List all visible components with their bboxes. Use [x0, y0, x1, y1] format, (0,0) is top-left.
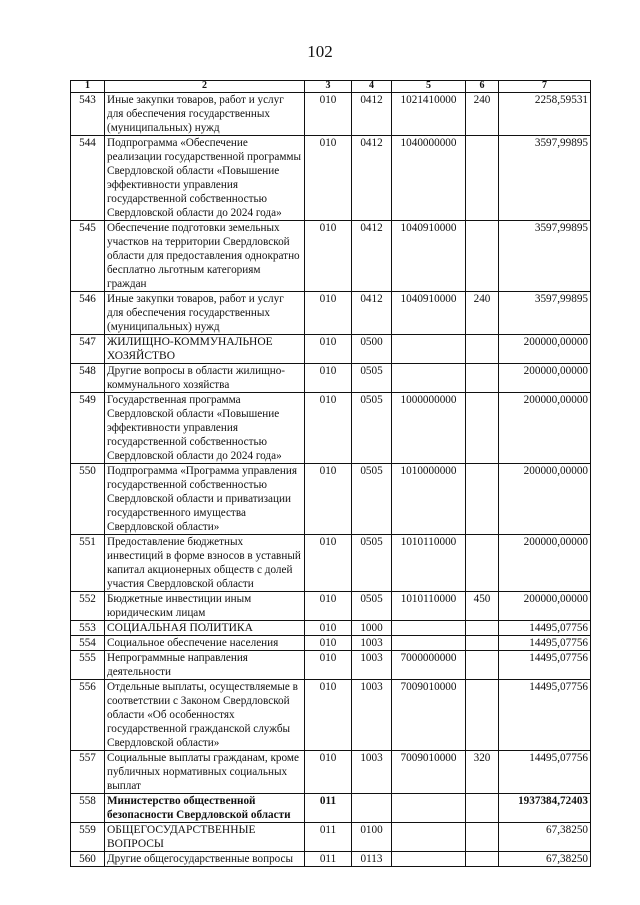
table-row — [71, 393, 591, 464]
row-code-ministry: 010 — [305, 751, 352, 794]
row-name: Иные закупки товаров, работ и услуг для обеспечения государственных (муниципальных) нужд — [105, 292, 305, 335]
row-code-ministry: 010 — [305, 292, 352, 335]
header-col-7: 7 — [499, 81, 591, 93]
header-row — [71, 81, 591, 93]
row-code-target: 7009010000 — [392, 751, 466, 794]
row-name: Иные закупки товаров, работ и услуг для обеспечения государственных (муниципальных) нужд — [105, 93, 305, 136]
table-row — [71, 823, 591, 852]
row-amount: 14495,07756 — [499, 636, 591, 651]
row-name: Отдельные выплаты, осуществляемые в соответствии с Законом Свердловской области «Об особенностях государственной гражданской службы Свердловской области» — [105, 680, 305, 751]
row-code-section: 0500 — [352, 335, 392, 364]
row-code-section — [352, 794, 392, 823]
row-code-section: 1003 — [352, 651, 392, 680]
row-code-target — [392, 364, 466, 393]
table-row — [71, 292, 591, 335]
row-name: Обеспечение подготовки земельных участков на территории Свердловской области для предоставления однократно бесплатно льготным категориям граждан — [105, 221, 305, 292]
row-number: 547 — [71, 335, 105, 364]
row-amount: 200000,00000 — [499, 364, 591, 393]
row-number: 554 — [71, 636, 105, 651]
row-code-expense — [466, 535, 499, 592]
row-code-ministry: 011 — [305, 823, 352, 852]
row-amount: 14495,07756 — [499, 751, 591, 794]
table-row — [71, 621, 591, 636]
table-row — [71, 364, 591, 393]
row-code-expense — [466, 136, 499, 221]
row-code-expense — [466, 221, 499, 292]
row-code-target — [392, 852, 466, 867]
row-name: Социальное обеспечение населения — [105, 636, 305, 651]
row-code-target — [392, 823, 466, 852]
row-code-section: 0412 — [352, 136, 392, 221]
row-number: 548 — [71, 364, 105, 393]
row-name: Министерство общественной безопасности Свердловской области — [105, 794, 305, 823]
row-code-ministry: 010 — [305, 535, 352, 592]
row-code-target: 1010110000 — [392, 592, 466, 621]
row-amount: 14495,07756 — [499, 621, 591, 636]
row-code-section: 0505 — [352, 464, 392, 535]
row-code-ministry: 010 — [305, 221, 352, 292]
row-code-ministry: 010 — [305, 393, 352, 464]
row-amount: 1937384,72403 — [499, 794, 591, 823]
table-row — [71, 464, 591, 535]
row-code-section: 0505 — [352, 393, 392, 464]
budget-table — [70, 80, 591, 867]
row-amount: 67,38250 — [499, 852, 591, 867]
row-number: 559 — [71, 823, 105, 852]
row-number: 556 — [71, 680, 105, 751]
row-code-ministry: 010 — [305, 592, 352, 621]
row-amount: 14495,07756 — [499, 680, 591, 751]
header-col-5: 5 — [392, 81, 466, 93]
row-name: Подпрограмма «Обеспечение реализации государственной программы Свердловской области «Повышение эффективности управления государственной собственностью Свердловской области до 2024 года» — [105, 136, 305, 221]
row-name: Другие вопросы в области жилищно-коммунального хозяйства — [105, 364, 305, 393]
row-code-expense: 240 — [466, 292, 499, 335]
row-amount: 3597,99895 — [499, 292, 591, 335]
row-code-section: 0505 — [352, 364, 392, 393]
row-name: Подпрограмма «Программа управления государственной собственностью Свердловской области и приватизации государственного имущества Свердловской области» — [105, 464, 305, 535]
row-amount: 200000,00000 — [499, 335, 591, 364]
row-number: 552 — [71, 592, 105, 621]
row-code-target: 7009010000 — [392, 680, 466, 751]
row-code-section: 1000 — [352, 621, 392, 636]
row-number: 557 — [71, 751, 105, 794]
row-code-section: 0412 — [352, 221, 392, 292]
header-col-6: 6 — [466, 81, 499, 93]
row-amount: 3597,99895 — [499, 221, 591, 292]
table-row — [71, 636, 591, 651]
row-amount: 14495,07756 — [499, 651, 591, 680]
row-amount: 2258,59531 — [499, 93, 591, 136]
row-code-ministry: 010 — [305, 680, 352, 751]
row-code-section: 0412 — [352, 292, 392, 335]
row-code-target: 1021410000 — [392, 93, 466, 136]
row-code-expense — [466, 393, 499, 464]
row-code-target: 1040910000 — [392, 221, 466, 292]
row-code-target: 1010110000 — [392, 535, 466, 592]
table-row — [71, 794, 591, 823]
header-col-1: 1 — [71, 81, 105, 93]
row-amount: 3597,99895 — [499, 136, 591, 221]
row-code-expense — [466, 680, 499, 751]
row-code-expense — [466, 464, 499, 535]
row-number: 555 — [71, 651, 105, 680]
table-row — [71, 335, 591, 364]
row-code-target: 7000000000 — [392, 651, 466, 680]
row-code-section: 1003 — [352, 751, 392, 794]
row-number: 560 — [71, 852, 105, 867]
header-col-3: 3 — [305, 81, 352, 93]
row-code-expense — [466, 651, 499, 680]
row-code-expense — [466, 621, 499, 636]
row-code-section: 0412 — [352, 93, 392, 136]
row-code-expense: 450 — [466, 592, 499, 621]
row-code-ministry: 010 — [305, 335, 352, 364]
row-code-section: 0505 — [352, 535, 392, 592]
row-number: 549 — [71, 393, 105, 464]
row-number: 544 — [71, 136, 105, 221]
row-code-section: 0100 — [352, 823, 392, 852]
row-code-section: 1003 — [352, 636, 392, 651]
row-code-target — [392, 794, 466, 823]
table-row — [71, 535, 591, 592]
table-row — [71, 592, 591, 621]
row-code-target: 1000000000 — [392, 393, 466, 464]
row-name: Социальные выплаты гражданам, кроме публичных нормативных социальных выплат — [105, 751, 305, 794]
row-amount: 200000,00000 — [499, 464, 591, 535]
row-code-target: 1040000000 — [392, 136, 466, 221]
row-code-target: 1040910000 — [392, 292, 466, 335]
row-code-target — [392, 621, 466, 636]
row-code-target: 1010000000 — [392, 464, 466, 535]
row-number: 553 — [71, 621, 105, 636]
row-code-ministry: 010 — [305, 364, 352, 393]
row-number: 546 — [71, 292, 105, 335]
row-code-target — [392, 335, 466, 364]
row-code-expense — [466, 823, 499, 852]
row-code-ministry: 010 — [305, 636, 352, 651]
row-name: СОЦИАЛЬНАЯ ПОЛИТИКА — [105, 621, 305, 636]
row-code-ministry: 010 — [305, 464, 352, 535]
row-code-ministry: 011 — [305, 794, 352, 823]
row-code-ministry: 010 — [305, 136, 352, 221]
row-amount: 200000,00000 — [499, 592, 591, 621]
row-code-section: 0505 — [352, 592, 392, 621]
row-number: 558 — [71, 794, 105, 823]
row-name: ОБЩЕГОСУДАРСТВЕННЫЕ ВОПРОСЫ — [105, 823, 305, 852]
row-number: 543 — [71, 93, 105, 136]
row-name: Государственная программа Свердловской области «Повышение эффективности управления государственной собственностью Свердловской области до 2024 года» — [105, 393, 305, 464]
table-row — [71, 852, 591, 867]
row-code-expense — [466, 794, 499, 823]
row-code-ministry: 011 — [305, 852, 352, 867]
row-name: ЖИЛИЩНО-КОММУНАЛЬНОЕ ХОЗЯЙСТВО — [105, 335, 305, 364]
table-row — [71, 751, 591, 794]
row-name: Непрограммные направления деятельности — [105, 651, 305, 680]
row-code-expense — [466, 852, 499, 867]
row-code-ministry: 010 — [305, 621, 352, 636]
row-number: 551 — [71, 535, 105, 592]
row-amount: 200000,00000 — [499, 535, 591, 592]
table-row — [71, 221, 591, 292]
table-row — [71, 136, 591, 221]
row-code-ministry: 010 — [305, 93, 352, 136]
row-amount: 200000,00000 — [499, 393, 591, 464]
row-code-expense: 240 — [466, 93, 499, 136]
row-code-target — [392, 636, 466, 651]
row-number: 550 — [71, 464, 105, 535]
header-col-4: 4 — [352, 81, 392, 93]
row-name: Предоставление бюджетных инвестиций в форме взносов в уставный капитал акционерных обществ с долей участия Свердловской области — [105, 535, 305, 592]
table-row — [71, 651, 591, 680]
row-code-expense — [466, 636, 499, 651]
row-code-expense — [466, 364, 499, 393]
table-row — [71, 93, 591, 136]
row-name: Другие общегосударственные вопросы — [105, 852, 305, 867]
table-row — [71, 680, 591, 751]
row-name: Бюджетные инвестиции иным юридическим лицам — [105, 592, 305, 621]
row-amount: 67,38250 — [499, 823, 591, 852]
row-code-section: 0113 — [352, 852, 392, 867]
row-code-ministry: 010 — [305, 651, 352, 680]
page-number: 102 — [307, 42, 333, 61]
row-number: 545 — [71, 221, 105, 292]
row-code-section: 1003 — [352, 680, 392, 751]
row-code-expense: 320 — [466, 751, 499, 794]
row-code-expense — [466, 335, 499, 364]
header-col-2: 2 — [105, 81, 305, 93]
